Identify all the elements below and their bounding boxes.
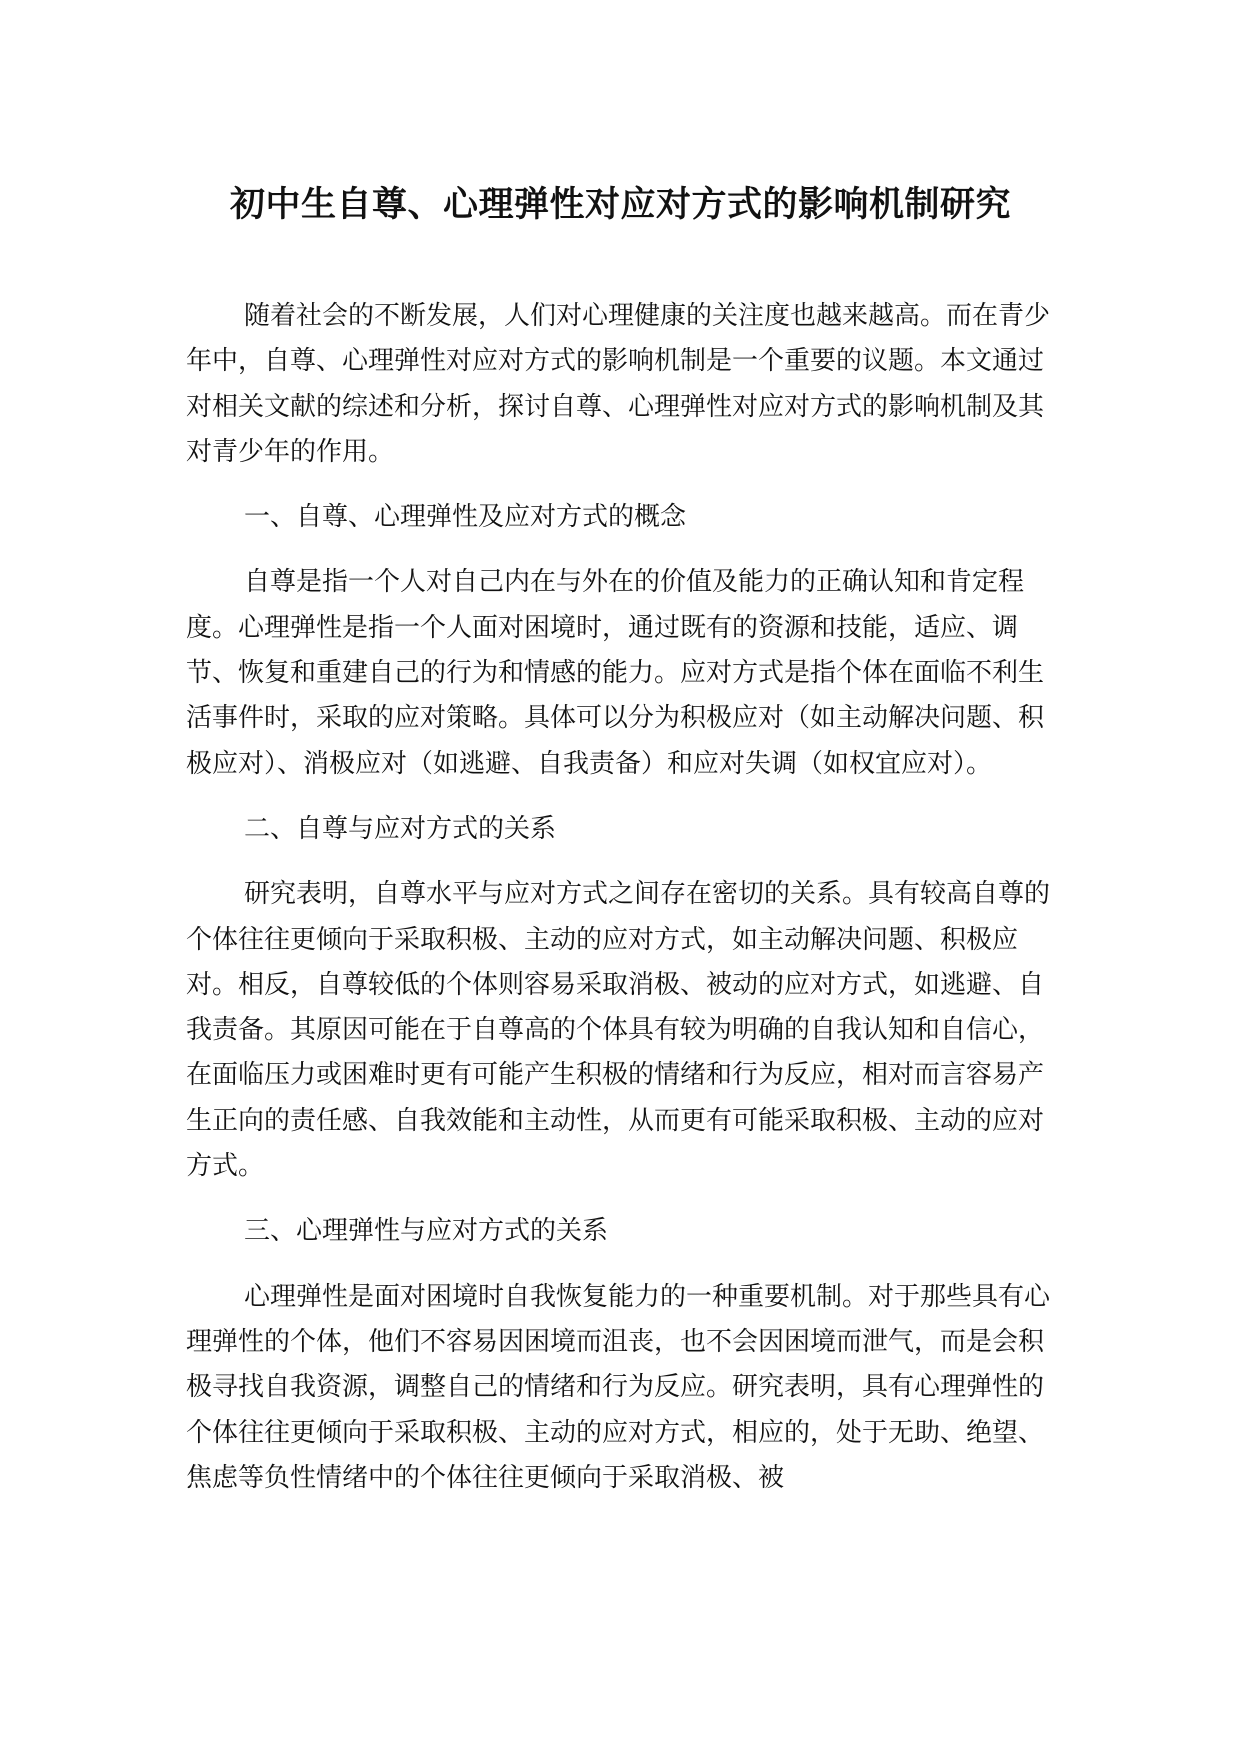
section-heading-1: 一、自尊、心理弹性及应对方式的概念 <box>244 502 687 533</box>
section-heading-3: 三、心理弹性与应对方式的关系 <box>244 1216 609 1247</box>
paragraph-concepts: 自尊是指一个人对自己内在与外在的价值及能力的正确认知和肯定程度。心理弹性是指一个人面对困境时，通过既有的资源和技能，适应、调节、恢复和重建自己的行为和情感的能力。应对方式是指个体在面临不利生活事件时，采取的应对策略。具体可以分为积极应对（如主动解决问题、积极应对）、消极应对（如逃避、自我责备）和应对失调（如权宜应对）。 <box>186 567 1045 779</box>
document-title: 初中生自尊、心理弹性对应对方式的影响机制研究 <box>229 185 1011 225</box>
document-body <box>186 294 1066 1521</box>
section-heading-2: 二、自尊与应对方式的关系 <box>244 813 557 844</box>
paragraph-resilience: 心理弹性是面对困境时自我恢复能力的一种重要机制。对于那些具有心理弹性的个体，他们不容易因困境而沮丧，也不会因困境而泄气，而是会积极寻找自我资源，调整自己的情绪和行为反应。研究表明，具有心理弹性的个体往往更倾向于采取积极、主动的应对方式，相应的，处于无助、绝望、焦虑等负性情绪中的个体往往更倾向于采取消极、被 <box>186 1281 1051 1493</box>
paragraph-intro: 随着社会的不断发展，人们对心理健康的关注度也越来越高。而在青少年中，自尊、心理弹性对应对方式的影响机制是一个重要的议题。本文通过对相关文献的综述和分析，探讨自尊、心理弹性对应对方式的影响机制及其对青少年的作用。 <box>186 301 1051 467</box>
paragraph-self-esteem: 研究表明，自尊水平与应对方式之间存在密切的关系。具有较高自尊的个体往往更倾向于采取积极、主动的应对方式，如主动解决问题、积极应对。相反，自尊较低的个体则容易采取消极、被动的应对方式，如逃避、自我责备。其原因可能在于自尊高的个体具有较为明确的自我认知和自信心，在面临压力或困难时更有可能产生积极的情绪和行为反应，相对而言容易产生正向的责任感、自我效能和主动性，从而更有可能采取积极、主动的应对方式。 <box>186 879 1051 1182</box>
